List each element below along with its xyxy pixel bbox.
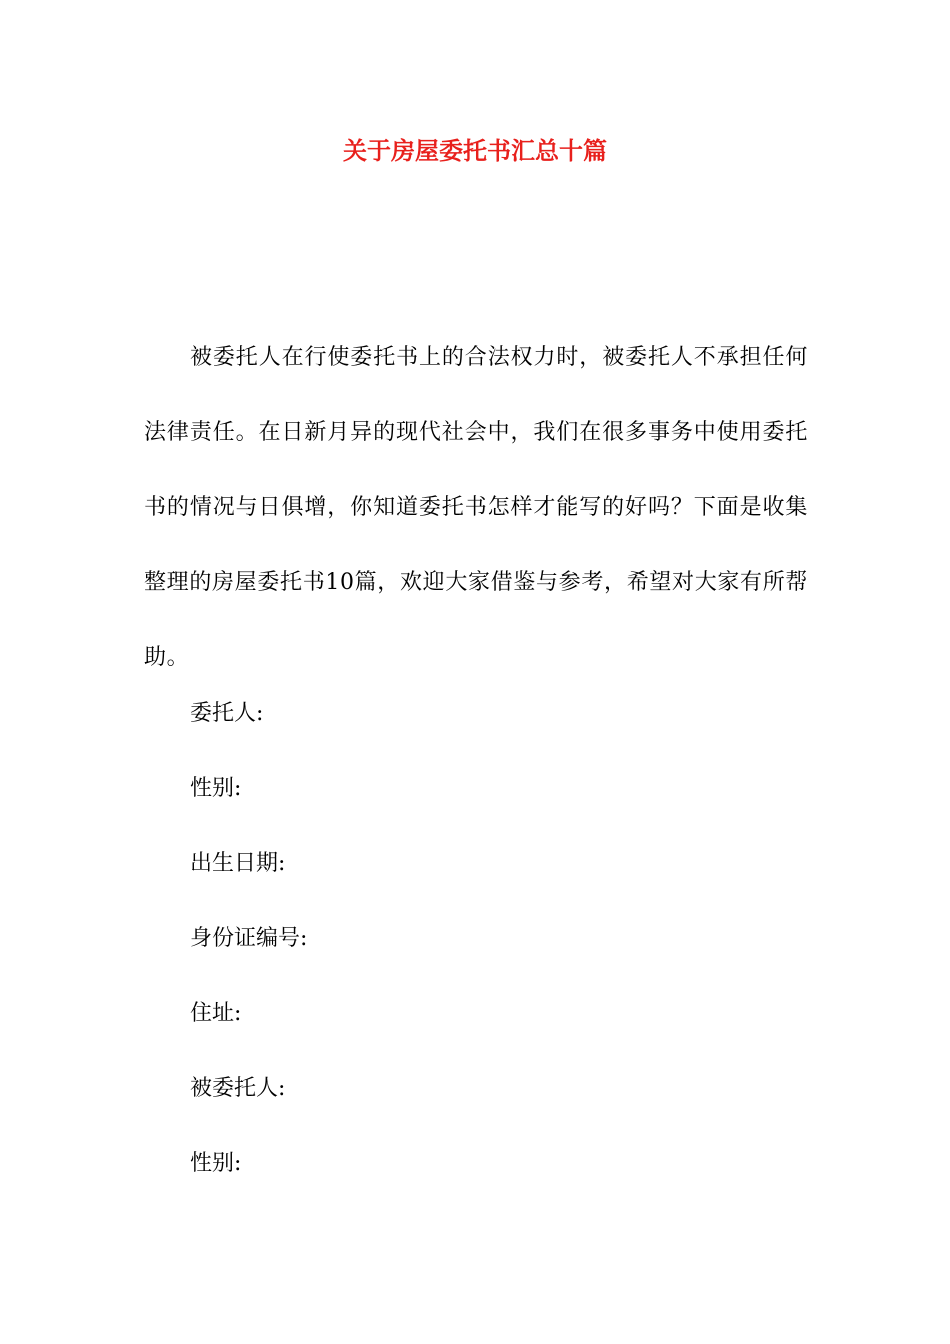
field-label-agent: 被委托人: — [190, 1076, 286, 1101]
document-title: 关于房屋委托书汇总十篇 — [343, 136, 607, 165]
field-label-agent-gender: 性别: — [190, 1151, 242, 1176]
field-label-principal: 委托人: — [190, 701, 264, 726]
intro-paragraph: 被委托人在行使委托书上的合法权力时，被委托人不承担任何法律责任。在日新月异的现代社会中，我们在很多事务中使用委托书的情况与日俱增，你知道委托书怎样才能写的好吗？下面是收集整理的房屋委托书10篇，欢迎大家借鉴与参考，希望对大家有所帮助。 — [144, 345, 808, 670]
field-label-birthdate: 出生日期: — [190, 851, 286, 876]
field-label-address: 住址: — [190, 1001, 242, 1026]
field-label-gender: 性别: — [190, 776, 242, 801]
field-label-id-number: 身份证编号: — [190, 926, 308, 951]
form-fields — [190, 697, 307, 1222]
